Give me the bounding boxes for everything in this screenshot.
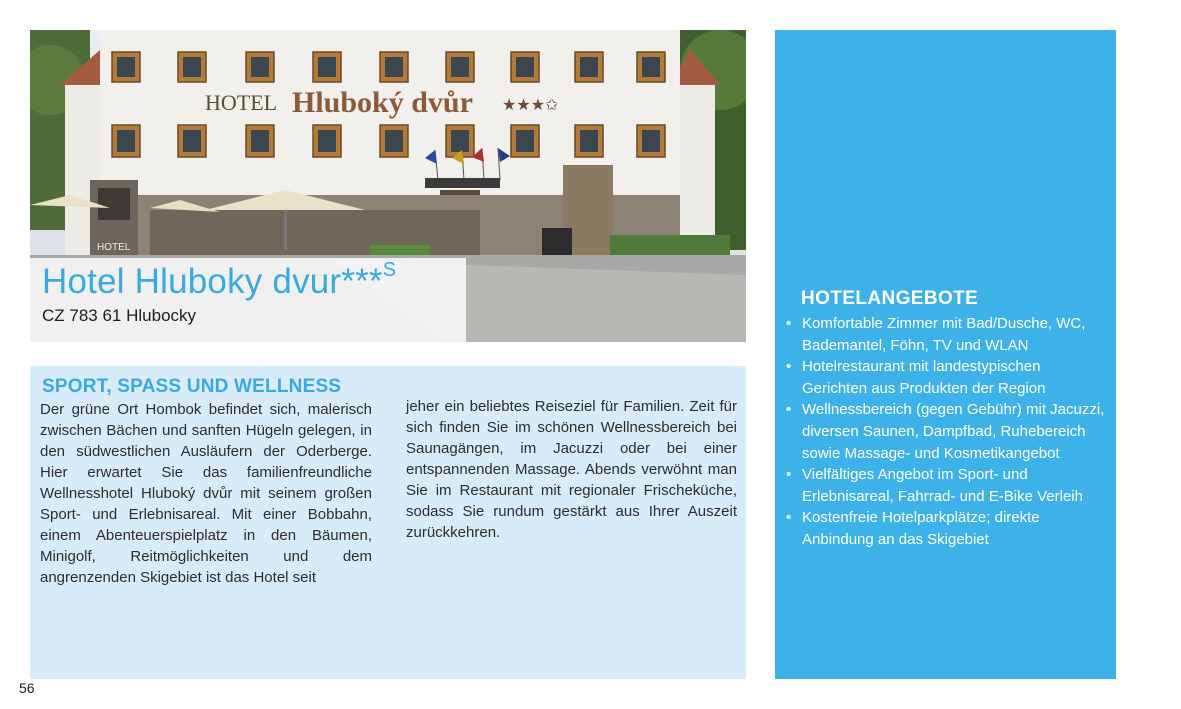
offers-list (786, 313, 1106, 551)
offer-item: • Hotelrestaurant mit landestypischen Gerichten aus Produkten der Region (786, 356, 1106, 399)
offer-item: • Wellnessbereich (gegen Gebühr) mit Jacuzzi, diversen Saunen, Dampfbad, Ruhebereich sowie Massage- und Kosmetikangebot (786, 399, 1106, 464)
hotel-sign-stars: ★★★✩ (502, 95, 559, 114)
offers-heading: HOTELANGEBOTE (801, 288, 979, 309)
offer-item: • Vielfältiges Angebot im Sport- und Erlebnisareal, Fahrrad- und E-Bike Verleih (786, 464, 1106, 507)
hotel-sign-name: Hluboký dvůr (292, 86, 473, 119)
article-column-left: Der grüne Ort Hombok befindet sich, malerisch zwischen Bächen und sanften Hügeln gelegen, in den südwestlichen Ausläufern der Oderberge. Hier erwartet Sie das familienfreundliche Wellnesshotel Hluboký dvůr mit seinem großen Sport- und Erlebnisareal. Mit einer Bobbahn, einem Abenteuerspielplatz in den Bäumen, Minigolf, Reitmöglichkeiten und dem angrenzenden Skigebiet ist das Hotel seit (40, 401, 372, 586)
article-column-right: jeher ein beliebtes Reiseziel für Familien. Zeit für sich finden Sie im schönen Wellnessbereich bei Saunagängen, im Jacuzzi oder bei einer entspannenden Massage. Abends verwöhnt man Sie im Restaurant mit regionaler Frischeküche, sodass Sie rundum gestärkt aus Ihrer Auszeit zurückkehren. (406, 398, 737, 541)
hotel-superior-mark: S (382, 259, 397, 282)
hotel-name-text: Hotel Hluboky dvur*** (42, 262, 383, 301)
pillar-sign: HOTEL (97, 242, 131, 253)
page-number: 56 (19, 680, 35, 696)
offer-item: • Kostenfreie Hotelparkplätze; direkte Anbindung an das Skigebiet (786, 507, 1106, 550)
offer-item: • Komfortable Zimmer mit Bad/Dusche, WC, Bademantel, Föhn, TV und WLAN (786, 313, 1106, 356)
hotel-address: CZ 783 61 Hlubocky (42, 306, 197, 325)
article-heading: SPORT, SPASS UND WELLNESS (42, 376, 342, 397)
hotel-sign-prefix: HOTEL (205, 90, 278, 115)
hotel-name (42, 259, 397, 302)
